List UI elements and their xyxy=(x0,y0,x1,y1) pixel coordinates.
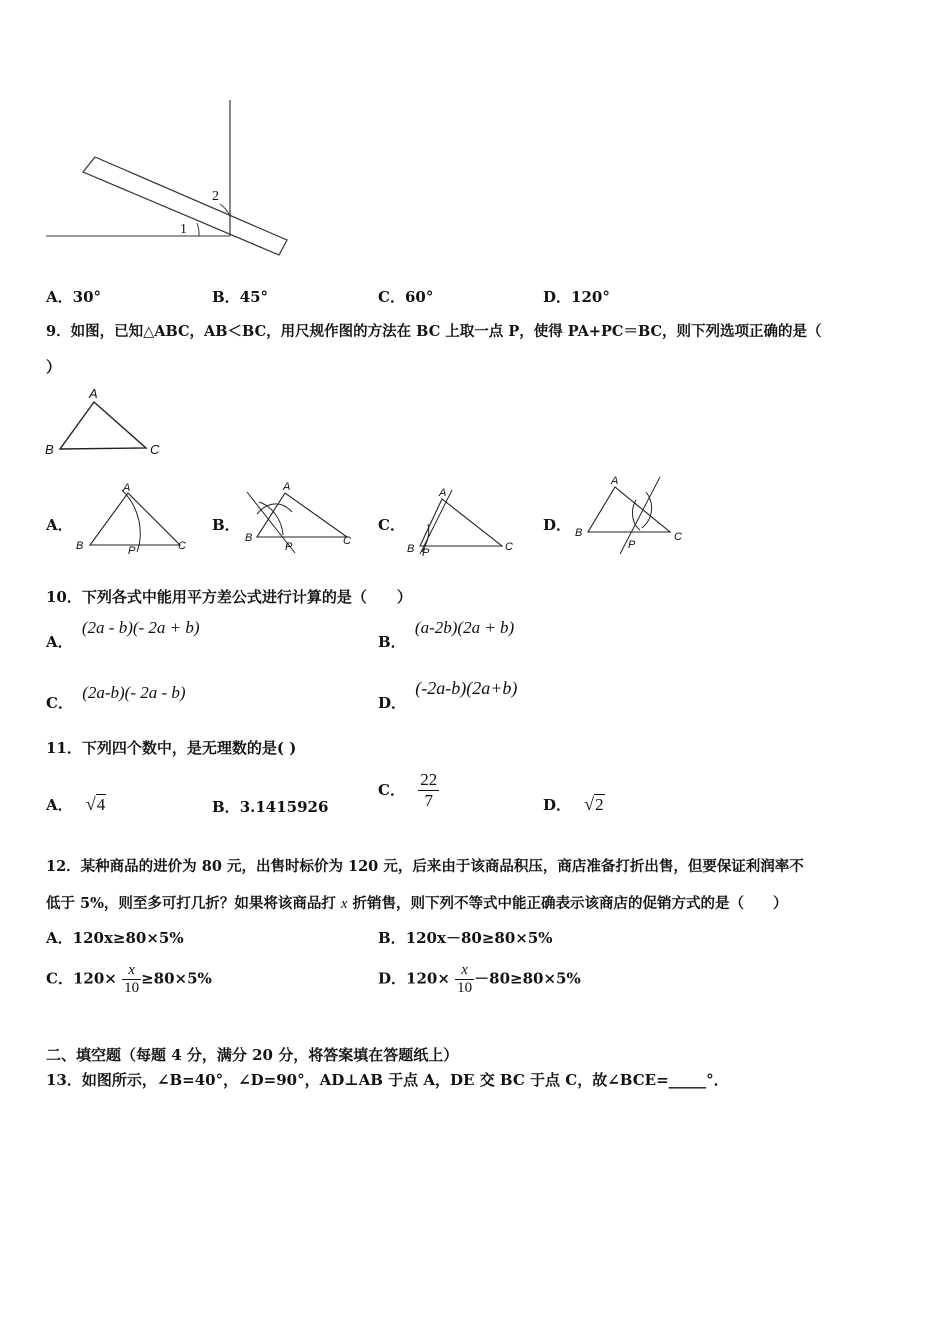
q8-option-a[interactable]: A．30° xyxy=(46,288,102,306)
section-title: 二、填空题（每题 4 分，满分 20 分，将答案填在答题纸上） xyxy=(46,1046,459,1064)
svg-text:P: P xyxy=(128,545,136,557)
q8-option-c[interactable]: C．60° xyxy=(378,288,434,306)
q11-option-b[interactable]: B．3.1415926 xyxy=(212,798,329,816)
svg-text:C: C xyxy=(674,531,682,543)
q9-main-triangle xyxy=(40,382,170,462)
q8-option-d[interactable]: D．120° xyxy=(543,288,610,306)
svg-text:A: A xyxy=(611,475,619,487)
q10-expr-b: (a-2b)(2a + b) xyxy=(414,618,515,637)
q10-expr-d: (-2a-b)(2a+b) xyxy=(415,678,518,698)
q10-option-c[interactable]: C． (2a-b)(- 2a - b) xyxy=(46,683,186,712)
q13-stem: 13．如图所示，∠B=40°，∠D=90°，AD⊥AB 于点 A，DE 交 BC 于点 C，故∠BCE=_____°． xyxy=(46,1071,729,1089)
svg-text:B: B xyxy=(76,540,84,552)
q8-option-b[interactable]: B．45° xyxy=(212,288,269,306)
q10-option-b[interactable]: B． (a-2b)(2a + b) xyxy=(378,618,515,651)
q10-expr-c: (2a-b)(- 2a - b) xyxy=(82,683,186,702)
svg-text:B: B xyxy=(575,527,583,539)
q9-option-d[interactable]: D． xyxy=(543,516,572,534)
svg-text:C: C xyxy=(505,541,513,553)
fraction-22-7: $\frac{22}{7}$ xyxy=(420,770,438,810)
q9-figure-a xyxy=(70,478,195,558)
svg-text:A: A xyxy=(123,482,131,494)
q9-option-c[interactable]: C． xyxy=(378,516,405,534)
q9-stem-close: ） xyxy=(46,358,62,376)
q10-stem: 10．下列各式中能用平方差公式进行计算的是（ ） xyxy=(46,588,412,606)
q12-option-d[interactable]: D．120× $\frac{x}{10}$ －80≥80×5% xyxy=(378,962,581,996)
sqrt-4: √4 xyxy=(85,794,106,814)
q12-option-c[interactable]: C．120× $\frac{x}{10}$ ≥80×5% xyxy=(46,962,212,996)
sqrt-2: √2 xyxy=(584,794,604,814)
label-c: C xyxy=(150,442,160,457)
q10-option-d[interactable]: D． (-2a-b)(2a+b) xyxy=(378,678,518,712)
svg-text:A: A xyxy=(439,487,447,499)
q9-figure-c xyxy=(402,482,527,562)
angle1-label: 1 xyxy=(180,222,187,237)
q12-stem-line1: 12．某种商品的进价为 80 元，出售时标价为 120 元，后来由于该商品积压，商店准备打折出售，但要保证利润率不 xyxy=(46,858,804,875)
q9-figure-b xyxy=(237,478,362,558)
label-b: B xyxy=(45,442,54,457)
q11-option-d[interactable]: D． √2 xyxy=(543,794,604,814)
svg-text:P: P xyxy=(422,547,430,559)
q11-stem: 11．下列四个数中，是无理数的是( ) xyxy=(46,739,297,757)
q12-option-b[interactable]: B．120x－80≥80×5% xyxy=(378,929,553,947)
svg-text:P: P xyxy=(628,539,636,551)
svg-text:P: P xyxy=(285,541,293,553)
q9-option-b[interactable]: B． xyxy=(212,516,240,534)
q11-option-c[interactable]: C． $\frac{22}{7}$ xyxy=(378,770,438,810)
label-a: A xyxy=(89,386,98,401)
q11-option-a[interactable]: A． √4 xyxy=(46,794,106,814)
svg-text:B: B xyxy=(407,543,415,555)
q9-figure-d xyxy=(570,472,695,557)
fraction-x-10: $\frac{x}{10}$ xyxy=(457,962,473,996)
fraction-x-10: $\frac{x}{10}$ xyxy=(124,962,140,996)
q8-figure xyxy=(40,95,300,265)
angle2-label: 2 xyxy=(212,189,219,204)
q9-stem: 9．如图，已知△ABC，AB＜BC，用尺规作图的方法在 BC 上取一点 P，使得 PA+PC＝BC，则下列选项正确的是（ xyxy=(46,323,822,340)
svg-text:B: B xyxy=(245,532,253,544)
q12-option-a[interactable]: A．120x≥80×5% xyxy=(46,929,184,947)
q12-stem-line2: 低于 5%，则至多可打几折？如果将该商品打 x 折销售，则下列不等式中能正确表示该商店的促销方式的是（ ） xyxy=(46,895,788,912)
q10-option-a[interactable]: A． (2a - b)(- 2a + b) xyxy=(46,618,200,651)
q10-expr-a: (2a - b)(- 2a + b) xyxy=(81,618,200,637)
svg-text:C: C xyxy=(343,535,351,547)
svg-text:A: A xyxy=(283,481,291,493)
q9-option-a[interactable]: A． xyxy=(46,516,73,534)
svg-text:C: C xyxy=(178,540,186,552)
